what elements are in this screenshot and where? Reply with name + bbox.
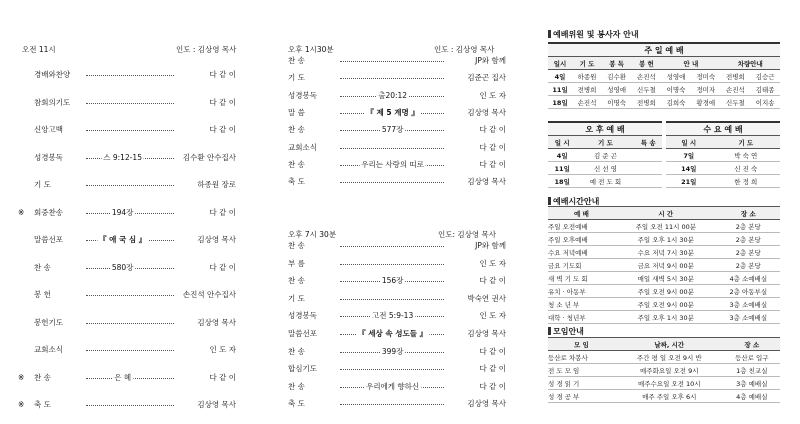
order-row [18,373,236,383]
table-cell: 4일 [548,70,572,83]
order-row [18,235,236,245]
order-label: 축 도 [288,177,305,187]
order-person: 다 같 이 [209,125,236,134]
table-cell: 주일 오후예배 [548,233,615,246]
table-cell: 황경애 [691,96,721,109]
table-cell: 신 선 영 [576,162,634,175]
order-label: 찬 송 [34,372,51,382]
leader-dots [340,369,444,370]
table-row [548,377,780,390]
table-row [548,83,780,96]
order-person: 김상영 목사 [467,177,506,187]
leader-dots [86,75,174,76]
order-label: 합심기도 [288,364,317,374]
order-detail: 『 세상 속 성도들 』 [358,329,428,338]
order-person: 다 같 이 [479,364,506,374]
section-bar-icon [548,197,551,205]
column-header: 장 소 [717,207,780,220]
leader-dots [340,264,444,265]
table-cell: 성영애 [602,83,632,96]
leader-dots [340,61,444,62]
order-row [18,180,236,190]
order-detail: 은 혜 [114,372,132,382]
table-cell: 손진석 [632,70,662,83]
table-cell: 11일 [548,162,576,175]
table-cell: 매일 새벽 5시 30분 [615,272,717,285]
table-cell: 매주수요일 오전 10시 [615,377,724,390]
order-label: 찬 송 [34,262,51,272]
order-row [288,364,506,374]
order-label: 찬 송 [288,346,305,356]
table-cell: 전병희 [572,83,602,96]
table-cell: 박 숙 연 [712,149,780,162]
order-row [288,160,506,170]
order-person: 김준곤 집사 [467,73,506,83]
order-person: 다 같 이 [209,70,236,79]
table-row [548,390,780,403]
leader-dots [86,405,174,406]
order-person: 다 같 이 [479,142,506,152]
order-row [288,177,506,187]
order-label: 찬 송 [288,381,305,391]
order-label: 말씀선포 [34,235,63,244]
column-header: 안 내 [661,57,720,70]
table-row [548,311,780,324]
table-cell: 2층 아동부실 [717,285,780,298]
table-cell: 3층 예배실 [724,377,780,390]
section-title-times: 예배시간안내 [548,196,599,207]
table-cell: 성 경 읽 기 [548,377,615,390]
table-row [548,96,780,109]
table-cell: 11일 [548,83,572,96]
table-cell: 21일 [666,175,712,188]
order-row [18,125,236,135]
order-label: 축 도 [288,399,305,409]
table-cell: 4일 [548,149,576,162]
table-cell: 예 전 도 회 [576,175,634,188]
order-label: 회중찬송 [34,207,63,217]
order-detail: 『 애 국 심 』 [99,235,147,244]
order-label: 기 도 [288,293,305,303]
table-cell: 김승근 [750,70,780,83]
sunday-service-caption: 주 일 예 배 [548,42,780,58]
order-person: 김상영 목사 [467,329,506,338]
table-cell: 이명숙 [602,96,632,109]
table-row [548,298,780,311]
order-row [288,329,506,339]
order-row [18,318,236,328]
order-person: 다 같 이 [479,159,506,169]
order-row [288,347,506,357]
section-bar-icon [548,30,551,38]
order-label: 신앙고백 [34,125,63,134]
table-cell: 정미자 [691,83,721,96]
table-cell: 금요 기도회 [548,259,615,272]
order-row [288,276,506,286]
table-cell: 등산로 입구 [724,351,780,364]
leader-dots [86,350,174,351]
order-person: 김상영 목사 [467,107,506,117]
table-cell: 매주 주일 오후 6시 [615,390,724,403]
column-header: 날짜, 시간 [615,338,724,351]
table-row [548,175,662,188]
evening-service-time: 오후 7시 30분 [288,230,337,239]
order-person: 다 같 이 [209,207,236,217]
table-cell: 1층 친교실 [724,364,780,377]
order-person: 다 같 이 [479,381,506,391]
order-row [18,263,236,273]
order-person: 김상영 목사 [467,399,506,409]
order-label: 찬 송 [288,125,305,135]
order-label: 찬 송 [288,241,305,250]
order-person: 김수환 안수집사 [182,152,236,162]
leader-dots [340,299,444,300]
column-header: 봉 독 [602,57,632,70]
order-row [18,98,236,108]
table-cell [634,162,662,175]
table-cell: 18일 [548,96,572,109]
table-cell: 성 경 공 부 [548,390,615,403]
order-marker: ※ [18,207,25,217]
table-cell: 신두철 [721,96,751,109]
leader-dots [340,148,444,149]
order-row [288,56,506,66]
order-label: 기 도 [34,180,51,189]
table-cell: 7일 [666,149,712,162]
order-label: 기 도 [288,73,305,83]
order-detail: 출20:12 [378,90,408,100]
table-row [548,233,780,246]
afternoon-volunteers-table [548,135,662,188]
table-row [548,162,662,175]
order-row [288,311,506,321]
table-cell: 대학 · 청년부 [548,311,615,324]
leader-dots [86,103,174,104]
order-person: 인 도 자 [479,90,506,100]
table-cell: 유치 · 아동부 [548,285,615,298]
order-person: 박숙연 권사 [467,293,506,303]
order-label: 찬 송 [288,159,305,169]
table-cell: 새 벽 기 도 회 [548,272,615,285]
table-cell: 주일 오전 9시 00분 [615,298,717,311]
order-row [288,91,506,101]
order-row [288,143,506,153]
meetings-table [548,337,780,403]
table-row [548,149,662,162]
order-label: 말 씀 [288,107,305,117]
order-marker: ※ [18,400,25,409]
table-cell: 김태종 [750,83,780,96]
table-cell: 2층 본당 [717,246,780,259]
afternoon-service-time: 오후 1시30분 [288,45,334,54]
order-person: 김상영 목사 [197,400,236,409]
table-cell: 주일 오후 1시 30분 [615,233,717,246]
order-row [18,153,236,163]
table-row [548,70,780,83]
afternoon-service-leader: 인도 : 김상영 목사 [434,45,495,54]
table-cell: 주일 오전 11시 00분 [615,220,717,233]
morning-service-time: 오전 11시 [22,45,56,54]
table-row [548,285,780,298]
table-header-row [666,136,780,149]
order-person: 다 같 이 [479,276,506,286]
table-header-row [548,136,662,149]
column-header: 기 도 [576,136,634,149]
order-label: 성경봉독 [288,90,317,100]
table-cell: 금요 저녁 9시 00분 [615,259,717,272]
order-detail: 고전 5:9-13 [372,311,414,321]
table-cell: 전병희 [632,96,662,109]
table-cell: 김 준 곤 [576,149,634,162]
table-cell: 3층 소예배실 [717,298,780,311]
order-detail: 우리는 사랑의 띠로 [361,159,424,169]
table-cell: 수요 저녁예배 [548,246,615,259]
order-person: 손진석 안수집사 [182,290,236,299]
order-detail: 194장 [111,207,134,217]
leader-dots [86,185,174,186]
table-header-row [548,57,780,70]
table-cell: 한 정 희 [712,175,780,188]
order-row [288,108,506,118]
order-marker: ※ [18,372,25,382]
table-cell: 정미숙 [691,70,721,83]
order-row [288,399,506,409]
order-row [18,400,236,410]
table-cell: 14일 [666,162,712,175]
order-row [288,125,506,135]
table-cell: 주간 평 일 오전 9시 반 [615,351,724,364]
order-person: 김상영 목사 [197,317,236,327]
order-label: 경배와찬양 [34,70,71,79]
service-times-table [548,206,780,324]
leader-dots [86,130,174,131]
order-row [288,259,506,269]
table-cell: 이명숙 [661,83,691,96]
table-cell [634,149,662,162]
order-label: 교회소식 [288,142,317,152]
order-label: 교회소식 [34,345,63,354]
table-header-row [548,338,780,351]
table-cell: 주일 오후 1시 30분 [615,311,717,324]
table-row [666,175,780,188]
order-row [288,73,506,83]
leader-dots [340,404,444,405]
table-row [548,351,780,364]
order-label: 성경봉독 [288,311,317,321]
order-person: 인 도 자 [209,345,236,354]
table-cell: 손진석 [721,83,751,96]
table-cell: 신 진 숙 [712,162,780,175]
table-cell: 신두철 [632,83,662,96]
leader-dots [340,246,444,247]
table-cell [634,175,662,188]
order-detail: 우리에게 향하신 [366,381,420,391]
leader-dots [340,182,444,183]
table-cell: 주일 오전예배 [548,220,615,233]
order-label: 성경봉독 [34,152,63,162]
order-person: JP와 함께 [475,56,506,65]
column-header: 일시 [548,57,572,70]
order-row [18,70,236,80]
table-cell: 하종원 [572,70,602,83]
order-person: JP와 함께 [475,241,506,250]
leader-dots [86,323,174,324]
order-detail: 577장 [381,125,404,135]
evening-service-leader: 인도: 김상영 목사 [438,230,497,239]
order-person: 인 도 자 [479,258,506,268]
table-row [548,364,780,377]
column-header: 특 송 [634,136,662,149]
column-header: 일 시 [666,136,712,149]
order-detail: 스 9:12-15 [103,152,142,162]
table-row [548,259,780,272]
table-cell: 주일 오전 9시 00분 [615,285,717,298]
order-row [18,345,236,355]
table-cell: 2층 본당 [717,220,780,233]
table-cell: 전병희 [721,70,751,83]
table-cell: 4층 예배실 [724,390,780,403]
column-header: 봉 헌 [632,57,662,70]
order-detail: 399장 [381,346,404,356]
order-label: 축 도 [34,400,51,409]
section-title-volunteers: 예배위원 및 봉사자 안내 [548,29,639,40]
morning-service-leader: 인도 : 김상영 목사 [176,45,237,54]
column-header: 기 도 [712,136,780,149]
table-cell: 2층 본당 [717,233,780,246]
order-label: 봉 헌 [34,290,51,299]
table-cell: 김희숙 [661,96,691,109]
table-cell: 손진석 [572,96,602,109]
leader-dots [86,295,174,296]
wednesday-service-caption: 수 요 예 배 [666,121,780,137]
order-person: 다 같 이 [479,346,506,356]
order-label: 참회의기도 [34,97,71,107]
column-header: 차량안내 [721,57,780,70]
order-label: 말씀선포 [288,329,317,338]
order-row [18,290,236,300]
table-row [666,149,780,162]
order-label: 부 름 [288,258,305,268]
column-header: 기 도 [572,57,602,70]
table-cell: 청 소 년 부 [548,298,615,311]
order-person: 하종원 장로 [197,180,236,189]
table-cell: 2층 본당 [717,259,780,272]
section-title-meetings: 모임안내 [548,326,584,337]
table-row [666,162,780,175]
order-label: 찬 송 [288,276,305,286]
order-person: 다 같 이 [209,262,236,272]
order-person: 다 같 이 [209,97,236,107]
column-header: 일 시 [548,136,576,149]
table-cell: 4층 소예배실 [717,272,780,285]
order-row [18,208,236,218]
sunday-volunteers-table [548,56,780,109]
column-header: 예 배 [548,207,615,220]
table-cell: 김수환 [602,70,632,83]
table-cell: 등산로 차봉사 [548,351,615,364]
order-row [288,241,506,251]
order-label: 봉헌기도 [34,317,63,327]
table-row [548,220,780,233]
afternoon-service-caption: 오 후 예 배 [548,121,662,137]
order-person: 다 같 이 [209,372,236,382]
table-cell: 성영애 [661,70,691,83]
table-row [548,246,780,259]
table-cell: 전 도 모 임 [548,364,615,377]
order-person: 다 같 이 [479,125,506,135]
wednesday-volunteers-table [666,135,780,188]
table-cell: 18일 [548,175,576,188]
order-detail: 580장 [111,262,134,272]
table-cell: 수요 저녁 7시 30분 [615,246,717,259]
order-detail: 156장 [381,276,404,286]
table-header-row [548,207,780,220]
order-label: 찬 송 [288,56,305,65]
table-cell: 3층 소예배실 [717,311,780,324]
table-row [548,272,780,285]
order-detail: 『 제 5 계명 』 [366,107,419,117]
table-cell: 매주화요일 오전 9시 [615,364,724,377]
order-person: 인 도 자 [479,311,506,321]
table-cell: 이지송 [750,96,780,109]
leader-dots [340,78,444,79]
column-header: 시 간 [615,207,717,220]
order-person: 김상영 목사 [197,235,236,244]
section-bar-icon [548,327,551,335]
column-header: 장 소 [724,338,780,351]
column-header: 모 임 [548,338,615,351]
order-row [288,294,506,304]
order-row [288,382,506,392]
